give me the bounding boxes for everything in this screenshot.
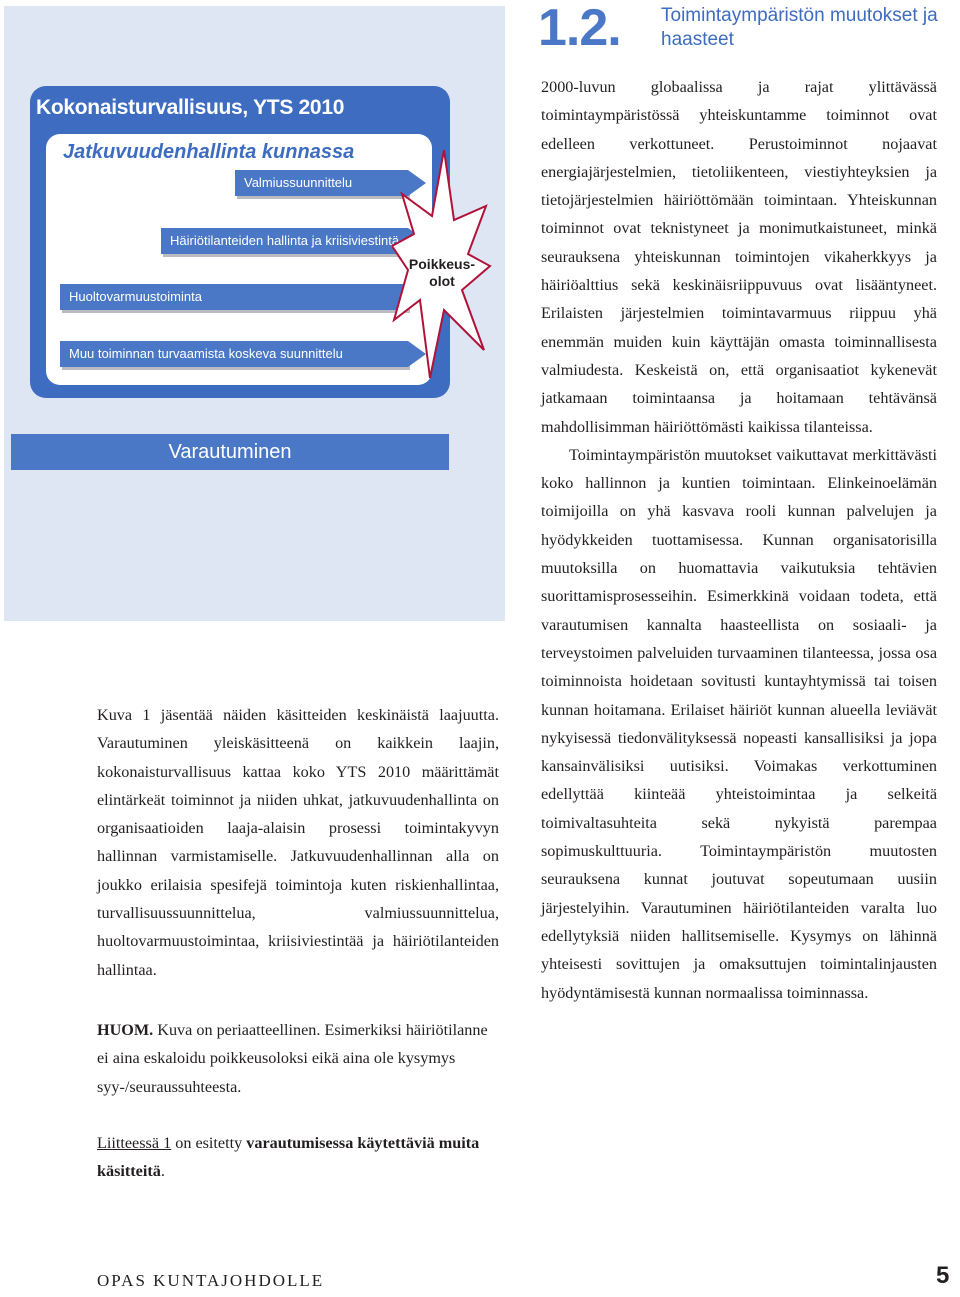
appendix-end-text: . — [160, 1162, 165, 1181]
arrow-huoltovarmuustoiminta: Huoltovarmuustoiminta — [60, 284, 408, 310]
body-paragraph-2: Toimintaympäristön muutokset vaikuttavat merkittävästi koko hallinnon ja kuntien toimintaan. Elinkeinoelämän toimijoilla on yhä kasvava rooli kunnan palvelujen ja hyödykkeiden tuottamisessa. Kunnan organisatorisilla muutoksilla on huomattavia vaikutuksia tehtävien suorittamisprosesseihin. Esimerkkinä voidaan todeta, että varautumisen kannalta haasteellista on sosiaali- ja terveystoimen palveluiden turvaaminen tilanteessa, jossa osa toiminnoista hoidetaan sovitusti kuntayhtymissä tai toisen kunnan hoitamana. Erilaiset häiriöt kunnan alueella leviävät nykyisessä tiedonvälityksessä nopeasti kansallisiksi ja jopa kansainvälisiksi uutisiksi. Voimakas verkottuminen edellyttää kiinteää yhteistoimintaa ja selkeitä toimivaltasuhteita sekä nykyistä parempaa sopimuskulttuuria. Toimintaympäristön muutosten seurauksena kunnat joutuvat sopeutumaan uusiin järjestelyihin. Varautuminen häiriötilanteiden varalta luo edellytyksiä niiden hallitsemiselle. Kysymys on lähinnä yhteisesti sovittujen ja omaksuttujen toimintalinjausten hyödyntämisestä kunnan normaalissa toiminnassa. — [541, 445, 937, 1002]
body-paragraph-1: 2000-luvun globaalissa ja rajat ylittävässä toimintaympäristössä yhteiskuntamme toiminnot ovat edelleen verkottuneet. Perustoiminnot nojaavat energiajärjestelmien, tietoliikenteen, viestiyhteyksien ja tietojärjestelmien häiriöttömään toimintaan. Yhteiskunnan toiminnot ovat teknistyneet ja monimutkaistuneet, minkä seurauksena yhteiskunnan toimintojen vikaherkkyys ja häiriöalttius sekä keskinäisriippuvuus ovat lisääntyneet. Erilaisten järjestelmien toimintavarmuus riippuu yhä enemmän muiden kuin käyttäjän omasta toiminnallisesta valmiudesta. Keskeistä on, että organisaatiot kykenevät jatkamaan toimintaansa ja hoitamaan tehtävänsä mahdollisimman häiriöttömästi kaikissa tilanteissa. — [541, 78, 937, 436]
section-number: 1.2. — [538, 0, 621, 57]
note-paragraph — [97, 1016, 497, 1101]
note-label: HUOM. — [97, 1021, 154, 1039]
varautuminen-bar: Varautuminen — [11, 434, 449, 470]
appendix-link[interactable]: Liitteessä 1 — [97, 1134, 172, 1152]
figure-description — [97, 701, 499, 984]
appendix-mid-text: on esitetty — [171, 1134, 247, 1152]
appendix-reference — [97, 1129, 497, 1186]
note-text: Kuva on periaatteellinen. Esimerkiksi häiriötilanne ei aina eskaloidu poikkeusoloksi eikä aina ole kysymys syy-/seuraussuhteesta. — [97, 1021, 488, 1096]
footer-publication-label: OPAS KUNTAJOHDOLLE — [97, 1271, 325, 1290]
arrow-muu-toiminnan-turvaaminen: Muu toiminnan turvaamista koskeva suunnittelu — [60, 341, 408, 367]
section-body — [541, 73, 937, 1007]
diagram-outer-title: Kokonaisturvallisuus, YTS 2010 — [36, 96, 345, 119]
section-title: Toimintaympäristön muutokset ja haasteet — [661, 5, 938, 50]
appendix-bold-text: varautumisessa käytettäviä muita käsitteitä — [97, 1134, 480, 1181]
arrow-hairiotilanteiden-hallinta: Häiriötilanteiden hallinta ja kriisiviestintä — [161, 228, 408, 254]
diagram-inner-title: Jatkuvuudenhallinta kunnassa — [63, 141, 355, 163]
figure-description-paragraph: Kuva 1 jäsentää näiden käsitteiden keskinäistä laajuutta. Varautuminen yleiskäsitteenä on kaikkein laajin, kokonaisturvallisuus kattaa koko YTS 2010 määrittämät elintärkeät toiminnot ja niiden uhkat, jatkuvuudenhallinta on organisaatioiden laaja-alaisin prosessi toimintakyvyn hallinnan varmistamiselle. Jatkuvuudenhallinnan alla on joukko erilaisia spesifejä toimintoja kuten riskienhallintaa, turvallisuussuunnittelua, valmiussuunnittelua, huoltovarmuustoimintaa, kriisiviestintää ja häiriötilanteiden hallintaa. — [97, 706, 499, 979]
burst-label-line2: olot — [429, 273, 455, 289]
burst-label-line1: Poikkeus- — [408, 256, 476, 272]
page-number: 5 — [936, 1262, 950, 1289]
poikkeusolot-label — [404, 256, 480, 290]
arrow-valmiussuunnittelu: Valmiussuunnittelu — [235, 170, 408, 196]
